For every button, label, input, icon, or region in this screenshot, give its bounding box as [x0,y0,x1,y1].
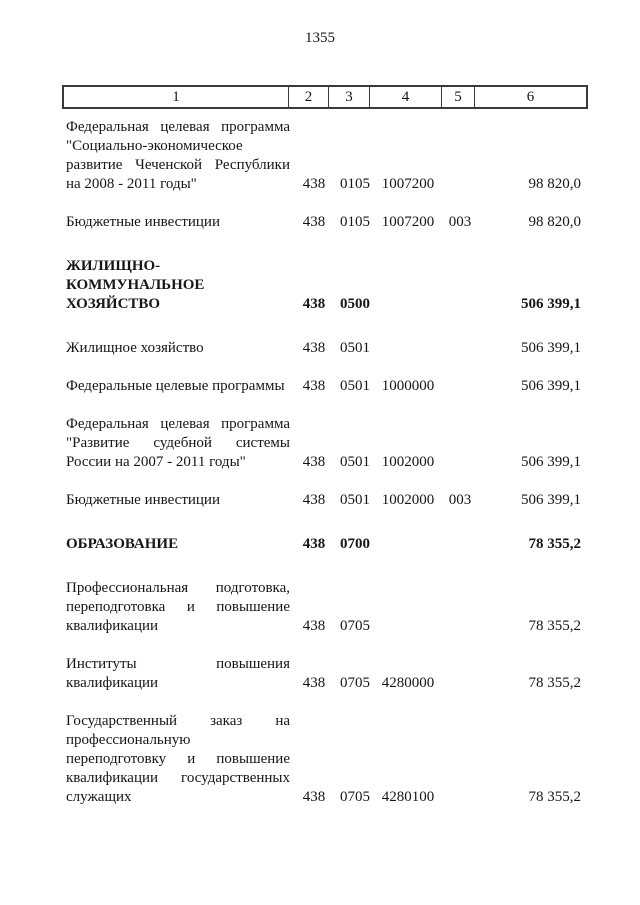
column-header-6: 6 [526,89,535,105]
section-code: 0501 [340,378,370,394]
section-code: 0501 [340,454,370,470]
table-row [66,339,581,358]
page-number: 1355 [305,30,335,46]
target-item-code: 1002000 [381,454,435,470]
agency-code: 438 [302,618,326,634]
row-name: Государственный заказ на профессиональную переподготовку и повышение квалификации государственных служащих [66,713,290,805]
target-item-code: 4280100 [381,789,435,805]
agency-code: 438 [302,492,326,508]
table-row [66,118,581,194]
agency-code: 438 [302,378,326,394]
amount: 78 355,2 [528,536,581,552]
agency-code: 438 [302,296,326,312]
section-code: 0501 [340,340,370,356]
agency-code: 438 [302,536,326,552]
table-row [66,377,581,396]
section-code: 0500 [340,296,370,312]
target-item-code: 1002000 [381,492,435,508]
amount: 78 355,2 [528,789,581,805]
table-row-section [66,257,581,314]
row-name: Институты повышения квалификации [66,656,290,691]
target-item-code: 4280000 [381,675,435,691]
amount: 98 820,0 [528,176,581,192]
table-row [66,213,581,232]
column-header-2: 2 [289,87,329,107]
table-row [66,491,581,510]
column-header-4: 4 [370,87,442,107]
row-name: Федеральная целевая программа "Социально-экономическое развитие Чеченской Республики на 2008 - 2011 годы" [66,119,290,192]
section-code: 0705 [340,618,370,634]
agency-code: 438 [302,176,326,192]
amount: 506 399,1 [521,296,581,312]
column-header-1: 1 [64,87,289,107]
target-item-code: 1007200 [381,176,435,192]
agency-code: 438 [302,340,326,356]
amount: 506 399,1 [521,378,581,394]
amount: 98 820,0 [528,214,581,230]
target-item-code: 1007200 [381,214,435,230]
target-item-code: 1000000 [381,378,435,394]
expense-type-code: 003 [448,214,472,230]
table-header [62,85,588,109]
table-row-section [66,535,581,554]
amount: 506 399,1 [521,454,581,470]
row-name: ОБРАЗОВАНИЕ [66,536,179,552]
amount: 78 355,2 [528,675,581,691]
section-code: 0105 [340,176,370,192]
column-header-3: 3 [329,87,370,107]
agency-code: 438 [302,789,326,805]
row-name: Федеральная целевая программа "Развитие судебной системы России на 2007 - 2011 годы" [66,416,290,470]
table-row [66,579,581,636]
amount: 506 399,1 [521,340,581,356]
row-name: Бюджетные инвестиции [66,214,220,230]
row-name: ЖИЛИЩНО-КОММУНАЛЬНОЕ ХОЗЯЙСТВО [66,258,205,312]
section-code: 0501 [340,492,370,508]
table-row [66,655,581,693]
amount: 78 355,2 [528,618,581,634]
table-row [66,415,581,472]
section-code: 0705 [340,675,370,691]
table-row [66,712,581,807]
column-header-5: 5 [442,87,475,107]
row-name: Профессиональная подготовка, переподготовка и повышение квалификации [66,580,290,634]
agency-code: 438 [302,454,326,470]
table-body [66,118,581,807]
expense-type-code: 003 [448,492,472,508]
section-code: 0700 [340,536,370,552]
section-code: 0705 [340,789,370,805]
agency-code: 438 [302,214,326,230]
section-code: 0105 [340,214,370,230]
row-name: Федеральные целевые программы [66,378,285,394]
row-name: Бюджетные инвестиции [66,492,220,508]
amount: 506 399,1 [521,492,581,508]
row-name: Жилищное хозяйство [66,340,204,356]
agency-code: 438 [302,675,326,691]
